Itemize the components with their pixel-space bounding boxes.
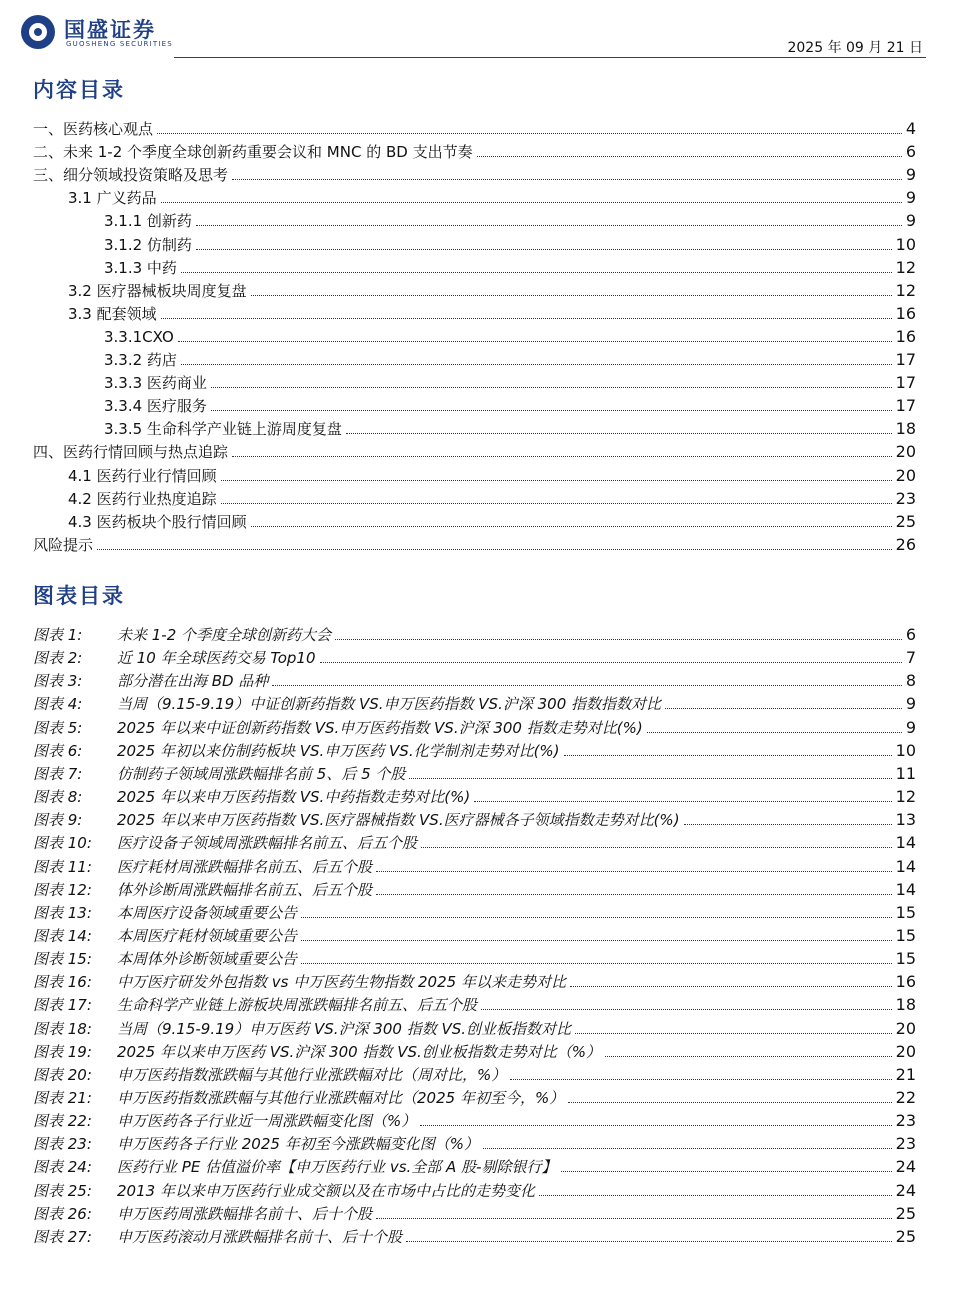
figure-entry[interactable] [0, 1085, 916, 1108]
leader-dots [376, 871, 892, 872]
toc-entry-label: 3.3.4 医疗服务 [104, 397, 207, 416]
toc-entry-page: 25 [895, 511, 916, 531]
toc-entry-label: 4.3 医药板块个股行情回顾 [68, 512, 247, 531]
figure-entry-label: 2025 年以来申万医药指数 VS.中药指数走势对比(%) [117, 788, 471, 807]
leader-dots [568, 1102, 891, 1103]
figure-entry-label: 本周医疗耗材领域重要公告 [117, 926, 298, 945]
toc-entry[interactable] [0, 416, 956, 439]
figure-entry[interactable] [0, 1016, 916, 1039]
figure-entry-number: 图表 8: [33, 788, 83, 807]
figures-title: 图表目录 [33, 583, 125, 608]
figure-entry[interactable] [0, 807, 916, 830]
toc-entry[interactable] [0, 324, 956, 347]
figure-entry-page: 14 [895, 856, 916, 876]
leader-dots [211, 410, 892, 411]
figure-entry-page: 13 [895, 810, 916, 830]
leader-dots [196, 225, 902, 226]
leader-dots [320, 662, 902, 663]
leader-dots [421, 847, 892, 848]
figure-entry-label: 申万医药周涨跌幅排名前十、后十个股 [117, 1204, 373, 1223]
toc-entry-page: 18 [895, 419, 916, 439]
figure-entry-page: 14 [895, 879, 916, 899]
toc-entry-page: 9 [905, 211, 916, 231]
toc-entry-label: 风险提示 [33, 535, 94, 554]
leader-dots [409, 778, 891, 779]
figure-entry-number: 图表 10: [33, 834, 92, 853]
figure-entry-number: 图表 9: [33, 811, 83, 830]
leader-dots [647, 732, 902, 733]
figure-entry-label: 医疗耗材周涨跌幅排名前五、后五个股 [117, 857, 373, 876]
toc-entry-label: 3.1 广义药品 [68, 189, 157, 208]
leader-dots [221, 503, 892, 504]
toc-entry-label: 3.3.2 药店 [104, 351, 177, 369]
figure-entry-page: 25 [895, 1226, 916, 1246]
leader-dots [301, 917, 892, 918]
leader-dots [211, 387, 892, 388]
leader-dots [570, 986, 892, 987]
figure-entry-number: 图表 16: [33, 973, 92, 992]
toc-entry[interactable] [0, 486, 956, 509]
figure-entry-label: 本周体外诊断领域重要公告 [117, 950, 298, 969]
leader-dots [301, 940, 892, 941]
figure-entry[interactable] [0, 761, 916, 784]
toc-entry-page: 17 [895, 373, 916, 393]
figure-entry[interactable] [0, 877, 916, 900]
figure-entry-page: 23 [895, 1134, 916, 1154]
figure-entry-page: 10 [895, 740, 916, 760]
figure-entry-label: 生命科学产业链上游板块周涨跌幅排名前五、后五个股 [117, 996, 478, 1015]
figure-entry-page: 15 [895, 925, 916, 945]
figure-entry-page: 6 [905, 625, 916, 644]
figure-entry-page: 20 [895, 1018, 916, 1038]
leader-dots [161, 318, 892, 319]
figure-entry-number: 图表 14: [33, 926, 92, 945]
figure-entry-page: 16 [895, 972, 916, 992]
leader-dots [376, 1218, 892, 1219]
toc-entry-label: 3.2 医疗器械板块周度复盘 [68, 281, 247, 300]
figure-entry-number: 图表 1: [33, 626, 83, 644]
figure-entry-page: 20 [895, 1041, 916, 1061]
figure-entry[interactable] [0, 969, 916, 992]
figure-entry-page: 14 [895, 833, 916, 853]
figure-entry-number: 图表 25: [33, 1181, 92, 1200]
toc-entry-page: 20 [895, 465, 916, 485]
leader-dots [301, 963, 892, 964]
figure-entry-page: 8 [905, 671, 916, 691]
figure-entry-page: 24 [895, 1180, 916, 1200]
figure-entry[interactable] [0, 645, 916, 668]
toc-entry-label: 一、医药核心观点 [33, 120, 154, 138]
figure-entry[interactable] [0, 1178, 916, 1201]
figure-entry-number: 图表 27: [33, 1227, 92, 1246]
figure-entry[interactable] [0, 784, 916, 807]
leader-dots [335, 639, 902, 640]
toc-entry-page: 23 [895, 488, 916, 508]
figure-entry[interactable] [0, 1131, 916, 1154]
figure-entry-page: 12 [895, 787, 916, 807]
figure-entry-page: 18 [895, 995, 916, 1015]
figure-entry-number: 图表 17: [33, 996, 92, 1015]
figure-entry-label: 当周（9.15-9.19）申万医药 VS.沪深 300 指数 VS.创业板指数对比 [117, 1019, 572, 1038]
toc-entry[interactable] [0, 463, 956, 486]
leader-dots [483, 1148, 892, 1149]
leader-dots [561, 1171, 892, 1172]
figure-entry[interactable] [0, 738, 916, 761]
figure-entry-number: 图表 19: [33, 1042, 92, 1061]
figure-entry-number: 图表 11: [33, 857, 92, 876]
figure-entry-number: 图表 21: [33, 1089, 92, 1107]
leader-dots [346, 433, 892, 434]
toc-entry[interactable] [0, 439, 956, 462]
figure-entry[interactable] [0, 1201, 916, 1224]
leader-dots [575, 1033, 892, 1034]
figure-entry[interactable] [0, 946, 916, 969]
figure-entry-page: 9 [905, 717, 916, 737]
figure-entry[interactable] [0, 1224, 916, 1247]
toc-entry-label: 4.2 医药行业热度追踪 [68, 489, 217, 508]
leader-dots [251, 526, 892, 527]
leader-dots [420, 1125, 891, 1126]
toc-entry-page: 16 [895, 326, 916, 346]
figure-entry-page: 22 [895, 1088, 916, 1107]
figure-entry-number: 图表 3: [33, 672, 83, 691]
figure-entry[interactable] [0, 691, 916, 714]
leader-dots [221, 480, 892, 481]
figure-entry-label: 2025 年以来申万医药指数 VS.医疗器械指数 VS.医疗器械各子领域指数走势对比(%) [117, 811, 680, 830]
figure-entry-label: 申万医药指数涨跌幅与其他行业涨跌幅对比（2025 年初至今，%） [117, 1089, 565, 1107]
figure-entry[interactable] [0, 900, 916, 923]
toc-entry[interactable] [0, 370, 956, 393]
toc-entry[interactable] [0, 301, 956, 324]
figure-entry[interactable] [0, 1154, 916, 1177]
figure-entry-label: 体外诊断周涨跌幅排名前五、后五个股 [117, 880, 373, 899]
toc-entry[interactable] [0, 255, 956, 278]
header-rule [174, 57, 926, 58]
toc-entry[interactable] [0, 162, 956, 185]
toc-entry[interactable] [0, 208, 956, 231]
brand-name-en: GUOSHENG SECURITIES [66, 40, 173, 48]
toc-entry-label: 3.1.1 创新药 [104, 212, 192, 231]
figure-entry[interactable] [0, 668, 916, 691]
figure-entry-page: 23 [895, 1111, 916, 1131]
toc-entry[interactable] [0, 185, 956, 208]
toc-entry-label: 3.1.2 仿制药 [104, 235, 192, 254]
figure-entry-label: 部分潜在出海 BD 品种 [117, 672, 269, 691]
toc-entry[interactable] [0, 232, 956, 255]
figure-entry-label: 申万医药各子行业 2025 年初至今涨跌幅变化图（%） [117, 1135, 479, 1154]
toc-entry[interactable] [0, 116, 956, 139]
figure-entry-page: 25 [895, 1203, 916, 1223]
figure-entry-label: 2025 年以来申万医药 VS.沪深 300 指数 VS.创业板指数走势对比（%） [117, 1042, 602, 1061]
brand-name: 国盛证券 [64, 17, 156, 42]
leader-dots [97, 549, 892, 550]
figure-entry-number: 图表 23: [33, 1135, 92, 1154]
figure-entry-page: 9 [905, 694, 916, 714]
toc-entry[interactable] [0, 393, 956, 416]
figure-entry-label: 申万医药各子行业近一周涨跌幅变化图（%） [117, 1112, 417, 1131]
toc-entry-page: 12 [895, 257, 916, 277]
figure-entry-label: 当周（9.15-9.19）中证创新药指数 VS.申万医药指数 VS.沪深 300 指数指数对比 [117, 695, 662, 714]
leader-dots [272, 685, 901, 686]
toc-entry-page: 17 [895, 350, 916, 369]
toc-entry-label: 3.3.1CXO [104, 327, 174, 346]
contents-title: 内容目录 [33, 77, 125, 102]
figure-entry-label: 医药行业 PE 估值溢价率【申万医药行业 vs.全部 A 股-剔除银行】 [117, 1158, 557, 1177]
figure-entry-label: 本周医疗设备领域重要公告 [117, 903, 298, 922]
toc-entry-page: 4 [905, 119, 916, 138]
figure-entry-page: 15 [895, 902, 916, 922]
figure-entry[interactable] [0, 854, 916, 877]
figure-entry-number: 图表 13: [33, 903, 92, 922]
toc-entry-label: 3.1.3 中药 [104, 258, 177, 277]
leader-dots [684, 824, 892, 825]
figure-entry-label: 医疗设备子领域周涨跌幅排名前五、后五个股 [117, 834, 418, 853]
figure-entry[interactable] [0, 715, 916, 738]
toc-entry[interactable] [0, 347, 956, 370]
toc-entry[interactable] [0, 532, 956, 555]
figure-entry-label: 2013 年以来申万医药行业成交额以及在市场中占比的走势变化 [117, 1181, 535, 1200]
toc-entry-label: 3.3 配套领域 [68, 304, 157, 323]
report-date: 2025 年 09 月 21 日 [787, 40, 923, 56]
leader-dots [178, 341, 892, 342]
figure-entry-page: 7 [905, 648, 916, 668]
figure-entry-number: 图表 2: [33, 649, 83, 668]
figure-entry[interactable] [0, 992, 916, 1015]
figure-entry-label: 仿制药子领域周涨跌幅排名前 5、后 5 个股 [117, 764, 406, 783]
figure-entry-label: 中万医疗研发外包指数 vs 中万医药生物指数 2025 年以来走势对比 [117, 973, 566, 992]
leader-dots [665, 708, 902, 709]
toc-entry-label: 二、未来 1-2 个季度全球创新药重要会议和 MNC 的 BD 支出节奏 [33, 143, 473, 162]
leader-dots [181, 272, 892, 273]
toc-entry-label: 4.1 医药行业行情回顾 [68, 466, 217, 485]
figure-entry-label: 近 10 年全球医药交易 Top10 [117, 649, 316, 668]
figure-entry-label: 申万医药滚动月涨跌幅排名前十、后十个股 [117, 1227, 403, 1246]
figure-entry-number: 图表 22: [33, 1112, 92, 1131]
leader-dots [481, 1009, 892, 1010]
guosheng-logo-icon [20, 14, 56, 50]
figure-entry[interactable] [0, 622, 916, 645]
figure-entry-page: 15 [895, 949, 916, 969]
figure-entry-label: 未来 1-2 个季度全球创新药大会 [117, 626, 332, 644]
toc-entry-label: 3.3.5 生命科学产业链上游周度复盘 [104, 420, 342, 439]
leader-dots [196, 249, 892, 250]
toc-entry-page: 12 [895, 280, 916, 300]
figure-entry-number: 图表 5: [33, 718, 83, 737]
toc-entry[interactable] [0, 278, 956, 301]
figure-entry-number: 图表 4: [33, 695, 83, 714]
figure-entry-label: 申万医药指数涨跌幅与其他行业涨跌幅对比（周对比，%） [117, 1065, 507, 1084]
leader-dots [605, 1056, 892, 1057]
figure-entry-number: 图表 15: [33, 950, 92, 969]
figure-entry-page: 21 [895, 1064, 916, 1084]
leader-dots [376, 894, 892, 895]
figure-entry-number: 图表 7: [33, 764, 83, 783]
toc-entry-page: 10 [895, 234, 916, 254]
leader-dots [181, 364, 892, 365]
toc-entry-page: 9 [905, 165, 916, 185]
leader-dots [474, 801, 891, 802]
figure-entry-page: 24 [895, 1157, 916, 1177]
page-header [0, 0, 956, 60]
figure-entry-page: 11 [895, 763, 916, 783]
figure-entry-label: 2025 年以来中证创新药指数 VS.申万医药指数 VS.沪深 300 指数走势对比(%) [117, 718, 643, 737]
leader-dots [232, 179, 902, 180]
figure-entry[interactable] [0, 830, 916, 853]
figure-entry-number: 图表 24: [33, 1158, 92, 1177]
figure-entry-label: 2025 年初以来仿制药板块 VS.申万医药 VS.化学制剂走势对比(%) [117, 741, 560, 760]
toc-entry-label: 三、细分领域投资策略及思考 [33, 166, 229, 185]
figure-entry-number: 图表 20: [33, 1065, 92, 1084]
leader-dots [406, 1241, 892, 1242]
figure-entry-number: 图表 6: [33, 741, 83, 760]
toc-entry-page: 17 [895, 396, 916, 416]
leader-dots [251, 295, 892, 296]
leader-dots [232, 456, 892, 457]
figure-entry-number: 图表 18: [33, 1019, 92, 1038]
toc-entry-page: 9 [905, 188, 916, 208]
figure-entry[interactable] [0, 923, 916, 946]
figure-entry-number: 图表 12: [33, 880, 92, 899]
leader-dots [510, 1079, 891, 1080]
toc-entry-page: 6 [905, 142, 916, 162]
toc-entry-page: 26 [895, 534, 916, 554]
toc-entry[interactable] [0, 139, 956, 162]
toc-entry[interactable] [0, 509, 956, 532]
figure-entry[interactable] [0, 1062, 916, 1085]
figure-entry-number: 图表 26: [33, 1204, 92, 1223]
figure-entry[interactable] [0, 1039, 916, 1062]
toc-entry-label: 四、医药行情回顾与热点追踪 [33, 443, 229, 462]
leader-dots [539, 1195, 892, 1196]
toc-entry-label: 3.3.3 医药商业 [104, 374, 207, 393]
leader-dots [477, 156, 902, 157]
toc-entry-page: 16 [895, 303, 916, 323]
figure-entry[interactable] [0, 1108, 916, 1131]
leader-dots [161, 202, 902, 203]
leader-dots [157, 133, 902, 134]
leader-dots [564, 755, 892, 756]
toc-entry-page: 20 [895, 442, 916, 462]
